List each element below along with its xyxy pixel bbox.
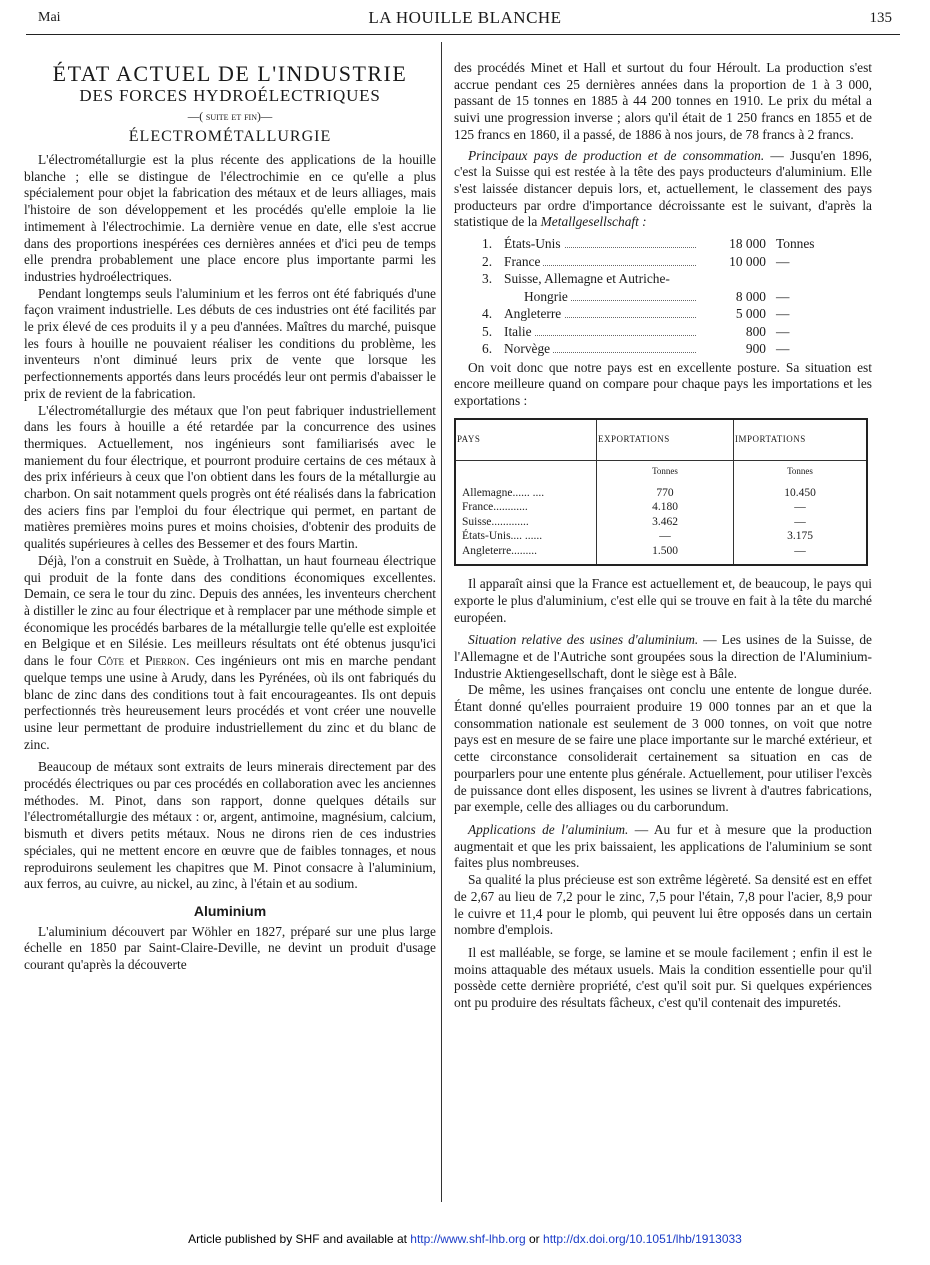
paragraph: [454, 148, 872, 232]
header-page-number: 135: [869, 10, 892, 26]
import-cell: [734, 484, 868, 566]
column-header: EXPORTATIONS: [597, 419, 734, 461]
table-row-country: France............: [462, 501, 528, 514]
table-row-country: États-Unis.... ......: [462, 530, 543, 543]
rank-unit: —: [776, 341, 790, 357]
table-row-export: —: [659, 530, 671, 543]
text-run: — Jusqu'en 1896, c'est la Suisse qui est restée à la tête des pays producteurs d'aluminium. Elle s'est laissée distancer depuis lors, et, actuellement, le classement des pays producteurs par ordre d'importance décroissante est le suivant, d'après la statistique de la: [454, 147, 873, 230]
rank-country: [504, 340, 696, 357]
source-name: Metallgesellschaft :: [540, 214, 647, 230]
text-run: . Ces ingénieurs ont mis en marche pendant quelque temps une usine à Arudy, dans les Pyrénées, où ils ont fabriqués du blanc de zinc dans des conditions tout à fait encourageantes. Ils ont depuis perfectionnés très heureusement leurs procédés et vont créer une nouvelle usine leur permettant de produire industriellement du zinc et du blanc de zinc.: [24, 653, 437, 752]
paragraph: Pendant longtemps seuls l'aluminium et les ferros ont été fabriqués d'une façon vraiment industrielle. Les débuts de ces industries ont été facilités par le prix élevé de ces produits il y a peu d'années. Maîtres du marché, puisque les fours à houille ne pouvaient réaliser les conditions du problème, les inventeurs n'ont diminué leurs prix de vente que lorsque les perfectionnements apportés dans leurs procédés leur ont permis d'abaisser le prix de revient de la fabrication.: [24, 285, 436, 401]
country-cell: [455, 484, 597, 566]
country-label: Hongrie: [524, 289, 571, 304]
trade-table: [454, 418, 868, 567]
right-column: [454, 60, 872, 1012]
paragraph: L'électrométallurgie des métaux que l'on peut fabriquer industriellement dans les fours à houille a été retardée par la concurrence des usines thermiques. Actuellement, nos ingénieurs sont familiarisés avec le maniement du four électrique, et pourront produire certains de ces métaux à des prix inférieurs à ceux que l'on obtient dans les fours de la métallurgie au charbon. On sait notamment quels progrès ont été réalisés dans la fabrication des aciers fins par l'emploi du four électrique qui permet, en partant de matières premières moins pures et moins choisies, d'obtenir des produits de qualités supérieures à celles des Bessemer et des fours Martin.: [24, 402, 437, 552]
table-row-import: 10.450: [784, 486, 816, 499]
running-header: [38, 8, 892, 30]
rank-country: [504, 235, 696, 252]
list-item: [482, 235, 840, 253]
paragraph: Sa qualité la plus précieuse est son extrême légèreté. Sa densité est en effet de 2,67 au lieu de 7,2 pour le zinc, 7,5 pour l'étain, 7,8 pour l'acier, 8,9 pour le cuivre et 11,4 pour le plomb, qui peuvent lui être opposés dans un certain nombre d'emplois.: [454, 872, 872, 938]
text-run: et: [124, 653, 146, 669]
paragraph: Beaucoup de métaux sont extraits de leurs minerais directement par des procédés électriques ou par ces procédés en collaboration avec les anciennes méthodes. M. Pinot, dans son rapport, donne quelques détails sur l'électrométallurgie des métaux : or, argent, antimoine, magnésium, calcium, bismuth et divers petits métaux. Nous ne dirons rien de ces industries spéciales, qui ne mettent encore en œuvre que de faibles tonnages, et nous reproduirons seulement les chapitres que M. Pinot consacre à l'aluminium, aux ferros, au cuivre, au nickel, au zinc, à l'étain et au sodium.: [24, 759, 436, 892]
paragraph: De même, les usines françaises ont conclu une entente de longue durée. Étant donné qu'elles pourraient produire 19 000 tonnes par an et que la consommation nationale est seulement de 3 000 tonnes, on voit que notre pays est en mesure de se faire une place importante sur le marché extérieur, et cette circonstance consoliderait certainement sa situation en cas de pourparlers pour une entente plus générale. Actuellement, pour utiliser l'excès de puissance dont elles disposent, les usines se livrent à d'autres fabrications, par exemple, celle des alliages ou du carborundum.: [454, 682, 872, 815]
units-cell: Tonnes: [734, 460, 868, 484]
subsection-heading: Aluminium: [193, 902, 267, 919]
author-name: Côte: [97, 653, 125, 669]
rank-country: [504, 323, 696, 339]
table-header-row: [455, 419, 867, 461]
rank-unit: —: [776, 288, 790, 304]
country-label: Angleterre: [504, 306, 564, 321]
paragraph: Il apparaît ainsi que la France est actuellement et, de beaucoup, le pays qui exporte le plus d'aluminium, c'est elle qui se trouve en fait à la tête du marché européen.: [454, 576, 872, 625]
table-row-country: Suisse.............: [462, 515, 529, 528]
rank-value: 10 000: [729, 253, 766, 269]
paragraph: L'aluminium découvert par Wöhler en 1827, préparé sur une plus large échelle en 1850 par Saint-Claire-Deville, ne devint un produit d'usage courant qu'après la découverte: [24, 923, 436, 973]
country-label: Italie: [504, 324, 535, 339]
column-header: PAYS: [455, 419, 597, 461]
rank-number: 6.: [482, 341, 493, 357]
paragraph: [454, 632, 872, 682]
header-rule: [26, 34, 900, 35]
paragraph: [24, 553, 436, 753]
author-name: Pierron: [145, 653, 187, 669]
footer-text: Article published by SHF and available at: [188, 1232, 411, 1246]
rank-number: 2.: [482, 253, 493, 269]
table-row-import: 3.175: [787, 530, 813, 543]
table-row-export: 770: [656, 486, 674, 499]
list-item: [482, 253, 840, 271]
rank-value: 8 000: [735, 288, 766, 304]
table-row-import: —: [794, 544, 806, 557]
table-row-import: —: [794, 515, 806, 528]
column-divider: [441, 42, 442, 1202]
shf-link[interactable]: http://www.shf-lhb.org: [410, 1232, 526, 1246]
list-item: [482, 340, 840, 358]
country-label: France: [504, 254, 543, 269]
rank-unit: —: [776, 253, 790, 269]
producer-ranking-list: [482, 235, 840, 358]
table-body: [455, 484, 867, 566]
table-row-country: Allemagne...... ....: [462, 486, 545, 499]
rank-unit: Tonnes: [776, 236, 815, 252]
header-month: Mai: [38, 10, 61, 25]
country-label: Norvège: [504, 341, 553, 356]
table-row-country: Angleterre.........: [462, 544, 538, 557]
paragraph: des procédés Minet et Hall et surtout du four Héroult. La production s'est accrue pendant ces 25 dernières années dans la proportion de 1 à 3 000, passant de 15 tonnes en 1885 à 44 200 tonnes en 1910. Le prix du métal a suivi une progression inverse ; alors qu'il était de 1 250 francs en 1855 et de 125 francs en 1860, il a passé, de 1886 à nos jours, de 78 francs à 2 francs.: [454, 60, 872, 142]
country-label: États-Unis: [504, 236, 564, 251]
units-cell: Tonnes: [597, 460, 734, 484]
table-units-row: [455, 460, 867, 484]
rank-number: 1.: [482, 236, 493, 252]
text-run: — Les usines de la Suisse, de l'Allemagne et de l'Autriche sont groupées sous la direction de l'Aluminium-Industrie Aktiengesellschaft, dont le siège est à Bâle.: [454, 632, 872, 681]
table-row-export: 1.500: [652, 544, 678, 557]
rank-unit: —: [776, 306, 790, 322]
country-label: Suisse, Allemagne et Autriche-: [504, 271, 670, 287]
table-row-export: 4.180: [652, 501, 678, 514]
rank-value: 900: [745, 341, 766, 357]
rank-country: [504, 305, 696, 322]
paragraph: Il est malléable, se forge, se lamine et se moule facilement ; enfin il est le moins attaquable des métaux usuels. Mais la condition essentielle pour qu'il possède cette dernière propriété, c'est qu'il soit pur. Si quelques expériences ont pu produire des résultats fâcheux, c'est qu'il contenait des impuretés.: [454, 944, 872, 1011]
continuation-note: —( suite et fin)—: [187, 111, 273, 123]
paragraph-lead: Applications de l'aluminium.: [468, 821, 629, 837]
article-title-line1: ÉTAT ACTUEL DE L'INDUSTRIE: [52, 61, 408, 86]
list-item: [482, 270, 840, 288]
rank-value: 18 000: [729, 236, 766, 252]
section-title: ÉLECTROMÉTALLURGIE: [128, 128, 332, 145]
left-column: [24, 60, 436, 974]
header-journal-name: LA HOUILLE BLANCHE: [368, 8, 562, 27]
units-cell: [455, 460, 597, 484]
table-row-export: 3.462: [652, 515, 678, 528]
doi-link[interactable]: http://dx.doi.org/10.1051/lhb/1913033: [543, 1232, 742, 1246]
paragraph: On voit donc que notre pays est en excellente posture. Sa situation est encore meilleure quand on compare pour chaque pays les importations et les exportations :: [454, 359, 872, 408]
rank-unit: —: [776, 323, 790, 339]
rank-value: 5 000: [735, 306, 766, 322]
rank-number: 4.: [482, 306, 493, 322]
rank-number: 5.: [482, 323, 493, 339]
footer-text: or: [525, 1232, 544, 1246]
column-header: IMPORTATIONS: [734, 419, 868, 461]
list-item: [482, 288, 840, 306]
table-row-import: —: [794, 501, 806, 514]
paragraph-lead: Situation relative des usines d'aluminium.: [468, 632, 699, 648]
text-run: Déjà, l'on a construit en Suède, à Trolhattan, un haut fourneau électrique qui produit de la fonte dans des conditions économiques excellentes. Demain, ce sera le tour du zinc. Depuis des années, les inventeurs cherchent à distiller le zinc au four électrique et à remplacer par une méthode simple et économique les procédés barbares de la métallurgie telle qu'elle est exploitée en Belgique et en Silésie. Les meilleurs résultats ont été obtenus jusqu'ici dans le four: [24, 552, 436, 669]
text-run: — Au fur et à mesure que la production augmentait et que les prix baissaient, les applications de l'aluminium se sont faites plus nombreuses.: [454, 821, 872, 871]
export-cell: [597, 484, 734, 566]
rank-number: 3.: [482, 271, 493, 287]
paragraph: L'électrométallurgie est la plus récente des applications de la houille blanche ; elle se distingue de l'électrochimie en ce qu'elle a plus spécialement pour objet la fabrication des métaux et de leurs alliages, mais l'histoire de son développement et les procédés qu'elle emploie la lie intimement à l'électrochimie. La dernière venue en date, elle s'est accrue dans des proportions inespérées ces dernières années et d'ici peu de temps elle prendra probablement une place encore plus importante parmi les industries hydroélectriques.: [24, 152, 436, 284]
article-title-line2: DES FORCES HYDROÉLECTRIQUES: [79, 86, 381, 105]
rank-country: [504, 253, 696, 269]
paragraph-lead: Principaux pays de production et de consommation.: [468, 147, 765, 163]
list-item: [482, 323, 840, 341]
rank-value: 800: [745, 323, 766, 339]
paragraph: [454, 822, 872, 872]
rank-country: [524, 288, 696, 304]
list-item: [482, 305, 840, 323]
publication-footer: [0, 1232, 930, 1246]
